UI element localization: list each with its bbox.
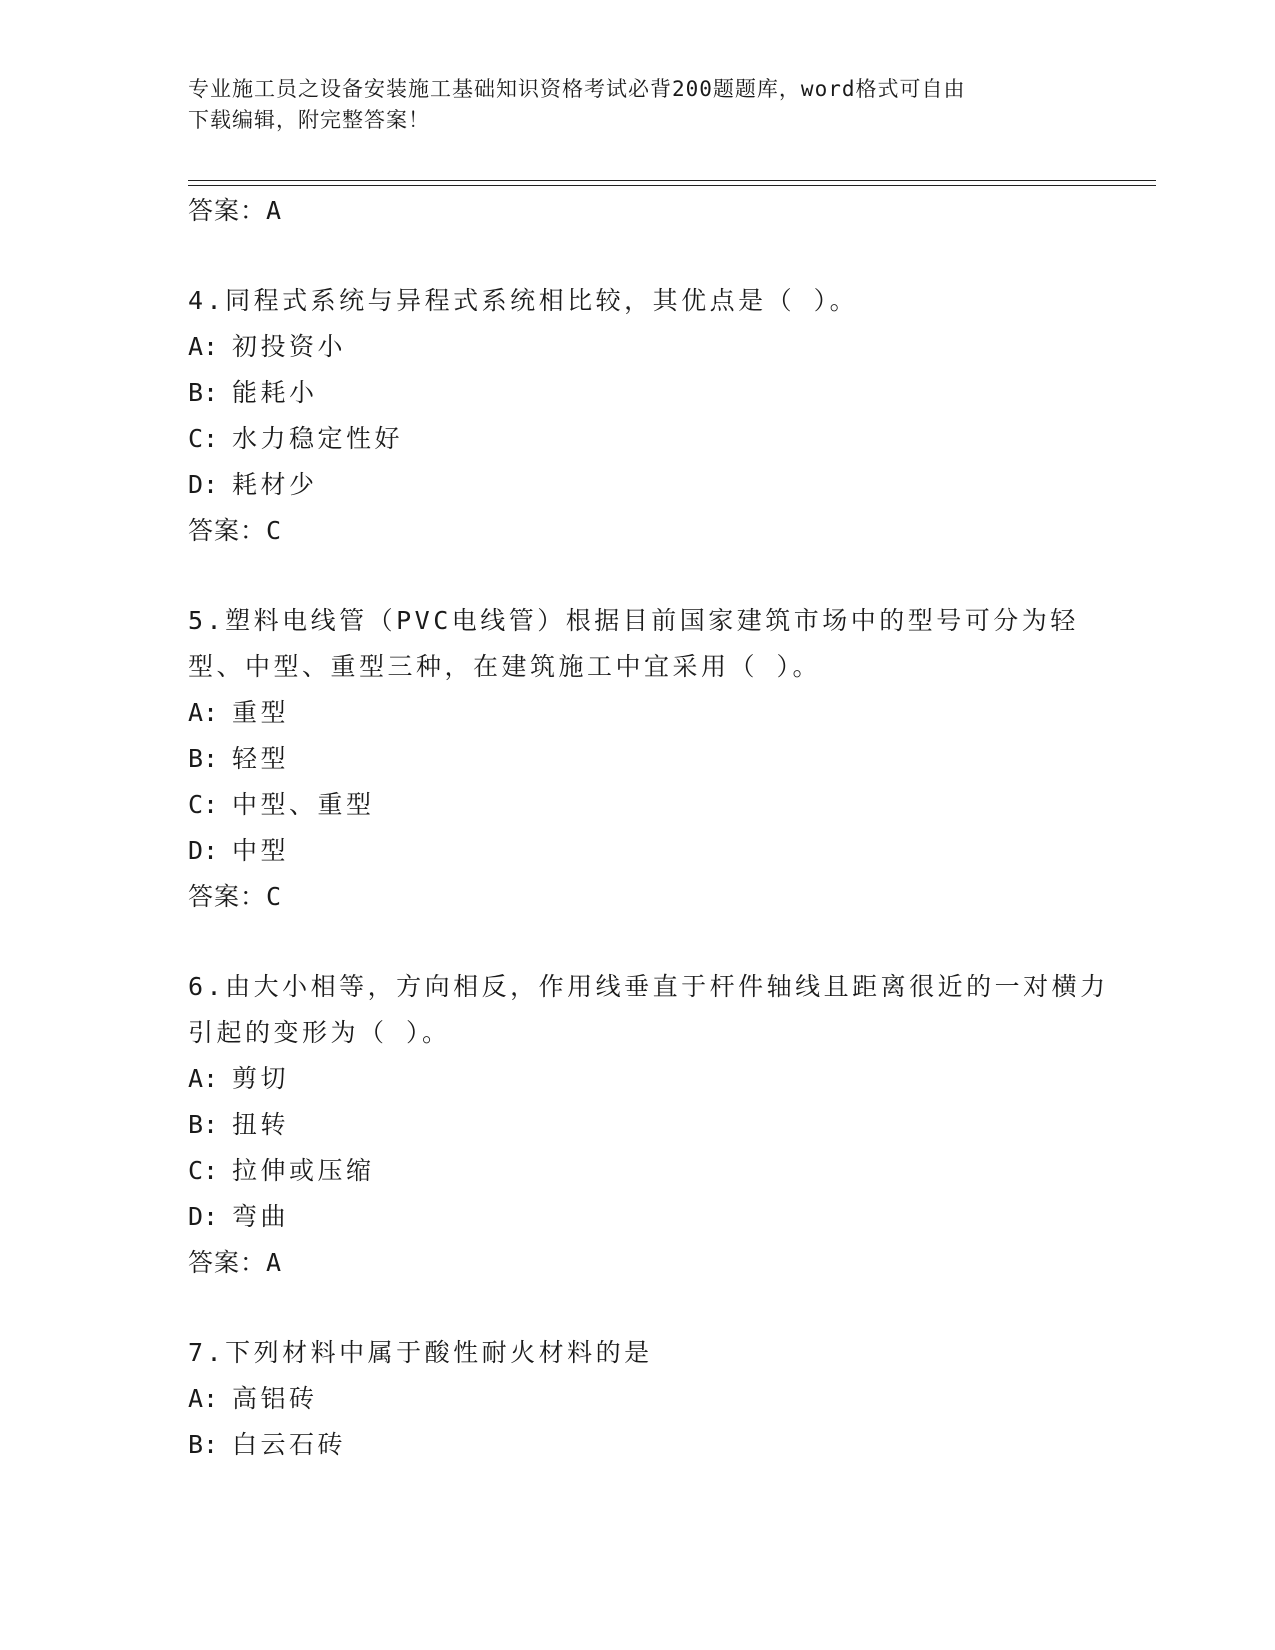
option-text: 耗材少 [232, 470, 318, 499]
option-a [188, 1056, 1118, 1102]
answer-value: C [266, 516, 283, 545]
option-b [188, 736, 1118, 782]
option-text: 弯曲 [232, 1202, 290, 1231]
option-c [188, 782, 1118, 828]
answer-value: A [266, 196, 283, 225]
option-text: 扭转 [232, 1110, 290, 1139]
question-block [188, 1330, 1118, 1468]
question-stem: 6.由大小相等，方向相反，作用线垂直于杆件轴线且距离很近的一对横力引起的变形为（ ）。 [188, 972, 1109, 1047]
option-text: 能耗小 [232, 378, 318, 407]
option-letter: C: [188, 1156, 219, 1185]
header-rule-top [188, 180, 1156, 181]
option-letter: D: [188, 1202, 219, 1231]
option-a [188, 1376, 1118, 1422]
option-c [188, 1148, 1118, 1194]
option-letter: B: [188, 1110, 219, 1139]
answer-value: A [266, 1248, 283, 1277]
option-b [188, 1102, 1118, 1148]
answer-label: 答案： [188, 196, 267, 225]
option-letter: A: [188, 1064, 219, 1093]
answer-line [188, 874, 1118, 920]
option-letter: D: [188, 470, 219, 499]
option-text: 重型 [232, 698, 290, 727]
answer-value: C [266, 882, 283, 911]
answer-line [188, 508, 1118, 554]
question-list [188, 188, 1118, 1468]
option-b [188, 1422, 1118, 1468]
option-text: 拉伸或压缩 [232, 1156, 375, 1185]
option-letter: A: [188, 1384, 219, 1413]
answer-line [188, 1240, 1118, 1286]
option-letter: D: [188, 836, 219, 865]
option-letter: A: [188, 332, 219, 361]
option-letter: C: [188, 790, 219, 819]
option-text: 高铝砖 [232, 1384, 318, 1413]
question-stem: 4.同程式系统与异程式系统相比较，其优点是（ ）。 [188, 286, 859, 315]
header-line-2: 下载编辑，附完整答案！ [188, 108, 430, 132]
option-b [188, 370, 1118, 416]
question-block [188, 278, 1118, 554]
answer-label: 答案： [188, 516, 267, 545]
header-rule-bottom [188, 185, 1156, 186]
option-a [188, 690, 1118, 736]
option-text: 中型、重型 [232, 790, 375, 819]
question-stem: 7.下列材料中属于酸性耐火材料的是 [188, 1338, 653, 1367]
option-letter: B: [188, 378, 219, 407]
option-text: 白云石砖 [232, 1430, 347, 1459]
option-text: 剪切 [232, 1064, 290, 1093]
option-text: 轻型 [232, 744, 290, 773]
answer-line [188, 188, 1118, 234]
option-d [188, 828, 1118, 874]
question-block [188, 964, 1118, 1286]
option-text: 初投资小 [232, 332, 347, 361]
option-letter: B: [188, 1430, 219, 1459]
answer-label: 答案： [188, 882, 267, 911]
question-block [188, 598, 1118, 920]
header-line-1: 专业施工员之设备安装施工基础知识资格考试必背200题题库，word格式可自由 [188, 77, 966, 101]
option-d [188, 1194, 1118, 1240]
option-letter: C: [188, 424, 219, 453]
option-c [188, 416, 1118, 462]
option-text: 中型 [232, 836, 290, 865]
option-a [188, 324, 1118, 370]
option-letter: A: [188, 698, 219, 727]
option-text: 水力稳定性好 [232, 424, 404, 453]
answer-label: 答案： [188, 1248, 267, 1277]
option-d [188, 462, 1118, 508]
option-letter: B: [188, 744, 219, 773]
document-header [188, 74, 1088, 136]
question-stem: 5.塑料电线管（PVC电线管）根据目前国家建筑市场中的型号可分为轻型、中型、重型三种，在建筑施工中宜采用（ ）。 [188, 606, 1079, 681]
